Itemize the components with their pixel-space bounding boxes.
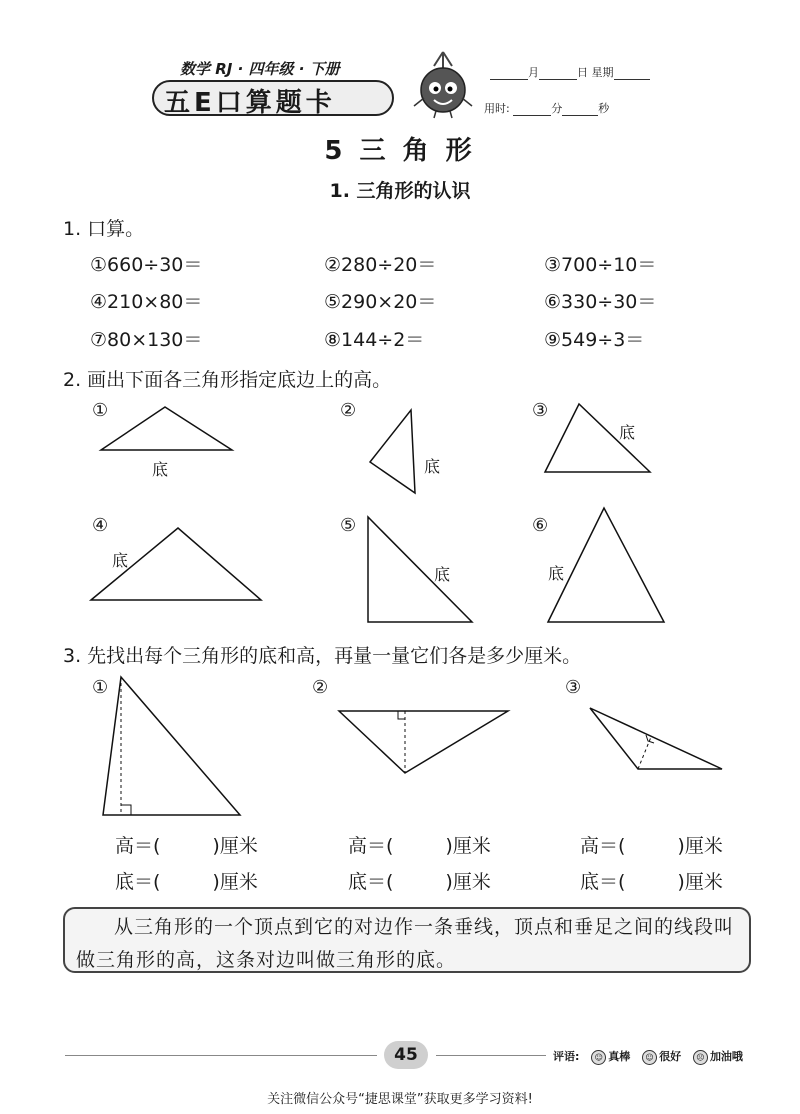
rating-option: 真棒 [608,1050,631,1063]
q2-title: 2. 画出下面各三角形指定底边上的高。 [63,369,392,391]
grin-face-icon: ☺ [591,1050,606,1065]
problem: ⑧144÷2＝ [324,329,425,351]
unit-suffix: )厘米 [445,835,491,857]
base-answer-3[interactable] [580,867,723,894]
chapter-title: 5 三 角 形 [324,136,476,166]
problem: ②280÷20＝ [324,254,437,276]
rating-label: 评语: [553,1050,580,1063]
base-label: 底 [152,460,169,479]
height-prefix: 高＝( [580,835,626,857]
base-answer-1[interactable] [115,867,258,894]
base-prefix: 底＝( [348,871,394,893]
triangle-2-6 [548,508,664,622]
problem: ③700÷10＝ [544,254,657,276]
base-label: 底 [619,423,636,442]
height-answer-2[interactable] [348,831,491,858]
triangle-2-5 [368,517,472,622]
rating-bar [553,1048,743,1065]
cheer-face-icon: ☹ [693,1050,708,1065]
q2-label: ② [340,400,357,421]
page-number: 45 [384,1041,428,1069]
base-label: 底 [548,564,565,583]
section-title: 1. 三角形的认识 [329,180,471,202]
q2-label: ⑤ [340,515,357,536]
triangle-3-2 [339,711,508,773]
triangle-3-1 [103,677,240,815]
problem: ④210×80＝ [90,291,203,313]
height-answer-1[interactable] [115,831,258,858]
base-answer-2[interactable] [348,867,491,894]
book-title: 五E口算题卡 [164,88,336,118]
q1-title: 1. 口算。 [63,218,145,240]
triangle-2-2 [370,410,415,493]
right-angle-3-1 [121,805,131,815]
q3-label: ① [92,677,109,698]
problem: ①660÷30＝ [90,254,203,276]
problem: ⑤290×20＝ [324,291,437,313]
unit-suffix: )厘米 [212,835,258,857]
footer-note: 关注微信公众号“捷思课堂”获取更多学习资料! [267,1092,533,1107]
triangle-3-3 [590,708,722,769]
height-prefix: 高＝( [348,835,394,857]
sec-label: 秒 [598,102,610,115]
base-prefix: 底＝( [580,871,626,893]
base-label: 底 [112,551,129,570]
height-answer-3[interactable] [580,831,723,858]
rating-option: 很好 [659,1050,682,1063]
q2-label: ⑥ [532,515,549,536]
weekday-label: 星期 [591,66,614,79]
q3-title: 3. 先找出每个三角形的底和高，再量一量它们各是多少厘米。 [63,645,582,667]
time-label: 用时: [484,102,510,115]
problem: ⑨549÷3＝ [544,329,645,351]
min-label: 分 [551,102,563,115]
base-label: 底 [434,565,451,584]
height-prefix: 高＝( [115,835,161,857]
smile-face-icon: ☺ [642,1050,657,1065]
rating-option: 加油哦 [709,1050,743,1063]
base-prefix: 底＝( [115,871,161,893]
book-subtitle: 数学 RJ · 四年级 · 下册 [180,60,340,78]
unit-suffix: )厘米 [677,835,723,857]
base-label: 底 [424,457,441,476]
day-label: 日 [577,66,588,79]
unit-suffix: )厘米 [445,871,491,893]
q2-label: ③ [532,400,549,421]
footer-divider [436,1055,546,1056]
definition-text: 从三角形的一个顶点到它的对边作一条垂线，顶点和垂足之间的线段叫做三角形的高，这条对边叫做三角形的底。 [76,916,735,971]
problem: ⑦80×130＝ [90,329,203,351]
triangle-2-1 [101,407,232,450]
right-angle-3-2 [398,711,405,719]
q2-label: ④ [92,515,109,536]
footer-divider [65,1055,377,1056]
unit-suffix: )厘米 [212,871,258,893]
unit-suffix: )厘米 [677,871,723,893]
month-label: 月 [528,66,539,79]
problem: ⑥330÷30＝ [544,291,657,313]
q3-label: ② [312,677,329,698]
q3-label: ③ [565,677,582,698]
q2-label: ① [92,400,109,421]
